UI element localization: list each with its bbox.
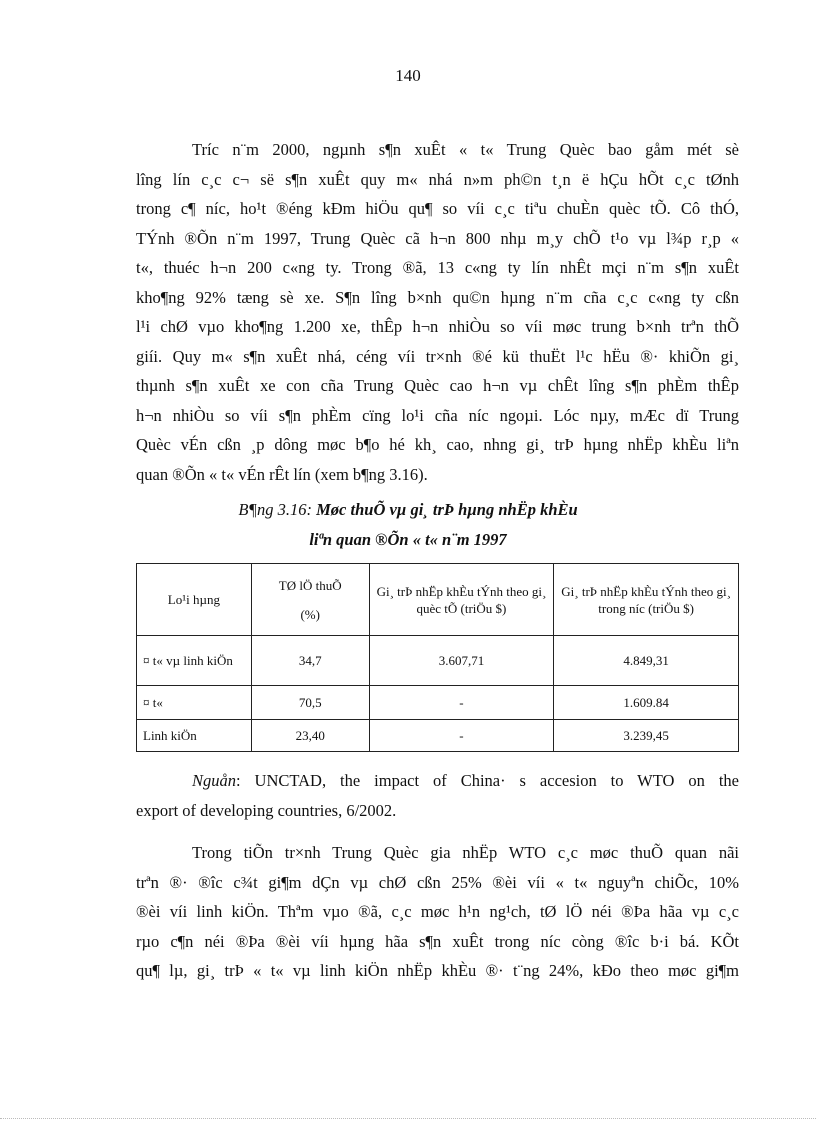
table-row <box>137 720 739 752</box>
cell-product-type: Linh kiÖn <box>137 720 252 752</box>
table-caption-title-cont: liªn quan ®Õn « t« n¨m 1997 <box>309 530 507 549</box>
cell-intl-value: - <box>369 686 554 720</box>
text-line: h¬n nhiÒu so víi s¶n phÈm cïng lo¹i cña níc ngoµi. Lóc nµy, mÆc dï Trung <box>136 405 739 425</box>
paragraph-wto <box>136 838 739 986</box>
header-tariff-rate-label: TØ lÖ thuÕ <box>278 577 342 593</box>
text-line: trong c¶ níc, ho¹t ®éng kÐm hiÖu qu¶ so víi c¸c tiªu chuÈn quèc tÕ. Cô thÓ, <box>136 199 739 218</box>
text-line: quan ®Õn « t« vÉn rÊt lín (xem b¶ng 3.16). <box>136 464 428 484</box>
cell-tariff-rate: 34,7 <box>251 636 369 686</box>
cell-product-type: ¤ t« vµ linh kiÖn <box>137 636 252 686</box>
cell-product-type: ¤ t« <box>137 686 252 720</box>
text-line: ®èi víi linh kiÖn. Thªm vµo ®ã, c¸c møc h¹n ng¹ch, tØ lÖ néi ®Þa hãa vµ c¸c <box>136 902 739 921</box>
table-caption-title: Møc thuÕ vµ gi¸ trÞ hµng nhËp khÈu <box>316 500 578 519</box>
cell-domestic-value: 4.849,31 <box>554 636 739 686</box>
table-caption-line2 <box>0 530 816 550</box>
text-line: Trong tiÕn tr×nh Trung Quèc gia nhËp WTO c¸c møc thuÕ quan nãi <box>192 843 739 862</box>
import-tariff-table <box>136 563 739 752</box>
text-line: l¹i chØ vµo kho¶ng 1.200 xe, thÊp h¬n nhiÒu so víi møc trung b×nh trªn thÕ <box>136 317 739 336</box>
source-label: Nguån <box>192 771 237 790</box>
table-header-row <box>137 564 739 636</box>
source-note <box>136 766 739 825</box>
page-bottom-divider <box>0 1118 816 1119</box>
text-line: qu¶ lµ, gi¸ trÞ « t« vµ linh kiÖn nhËp khÈu ®· t¨ng 24%, kÐo theo møc gi¶m <box>136 961 739 980</box>
header-domestic-value: Gi¸ trÞ nhËp khÈu tÝnh theo gi¸ trong níc (triÖu $) <box>554 564 739 636</box>
cell-intl-value: - <box>369 720 554 752</box>
cell-domestic-value: 1.609.84 <box>554 686 739 720</box>
header-tariff-rate-unit: (%) <box>300 606 320 622</box>
header-product-type: Lo¹i hµng <box>137 564 252 636</box>
page-number: 140 <box>395 66 421 85</box>
table-row <box>137 686 739 720</box>
text-line: trªn ®· ®îc c¾t gi¶m dÇn vµ chØ cßn 25% ®èi víi « t« nguyªn chiÕc, 10% <box>136 872 739 892</box>
text-line: rµo c¶n néi ®Þa ®èi víi hµng hãa s¶n xuÊt trong níc còng ®îc b·i bá. KÕt <box>136 931 739 951</box>
table-caption-line1 <box>0 500 816 520</box>
cell-tariff-rate: 70,5 <box>251 686 369 720</box>
text-line: thµnh s¶n xuÊt xe con cña Trung Quèc cao h¬n vµ chÊt lîng s¶n phÈm thÊp <box>136 376 739 395</box>
source-text: : UNCTAD, the impact of China· s accesion to WTO on the <box>236 771 739 790</box>
header-tariff-rate <box>251 564 369 636</box>
cell-tariff-rate: 23,40 <box>251 720 369 752</box>
paragraph-intro <box>136 135 739 489</box>
header-intl-value: Gi¸ trÞ nhËp khÈu tÝnh theo gi¸ quèc tÕ (triÖu $) <box>369 564 554 636</box>
cell-intl-value: 3.607,71 <box>369 636 554 686</box>
source-line <box>136 766 739 796</box>
text-line: giíi. Quy m« s¶n xuÊt nhá, céng víi tr×nh ®é kü thuËt l¹c hËu ®· khiÕn gi¸ <box>136 346 739 366</box>
text-line: t«, thuéc h¬n 200 c«ng ty. Trong ®ã, 13 c«ng ty lín nhÊt mçi n¨m s¶n xuÊt <box>136 258 739 277</box>
table-caption-prefix: B¶ng 3.16: <box>238 500 317 519</box>
text-line: Quèc vÉn cßn ¸p dông møc b¶o hé kh¸ cao, nhng gi¸ trÞ hµng nhËp khÈu liªn <box>136 435 739 454</box>
cell-domestic-value: 3.239,45 <box>554 720 739 752</box>
text-line: lîng lín c¸c c¬ së s¶n xuÊt quy m« nhá n»m ph©n t¸n ë hÇu hÕt c¸c tØnh <box>136 169 739 189</box>
source-line: export of developing countries, 6/2002. <box>136 800 397 820</box>
text-line: Tríc n¨m 2000, ngµnh s¶n xuÊt « t« Trung Quèc bao gåm mét sè <box>192 140 739 159</box>
text-line: kho¶ng 92% tæng sè xe. S¶n lîng b×nh qu©n hµng n¨m cña c¸c c«ng ty cßn <box>136 287 739 307</box>
text-line: TÝnh ®Õn n¨m 1997, Trung Quèc cã h¬n 800 nhµ m¸y chÕ t¹o vµ l¾p r¸p « <box>136 228 739 248</box>
table-row <box>137 636 739 686</box>
